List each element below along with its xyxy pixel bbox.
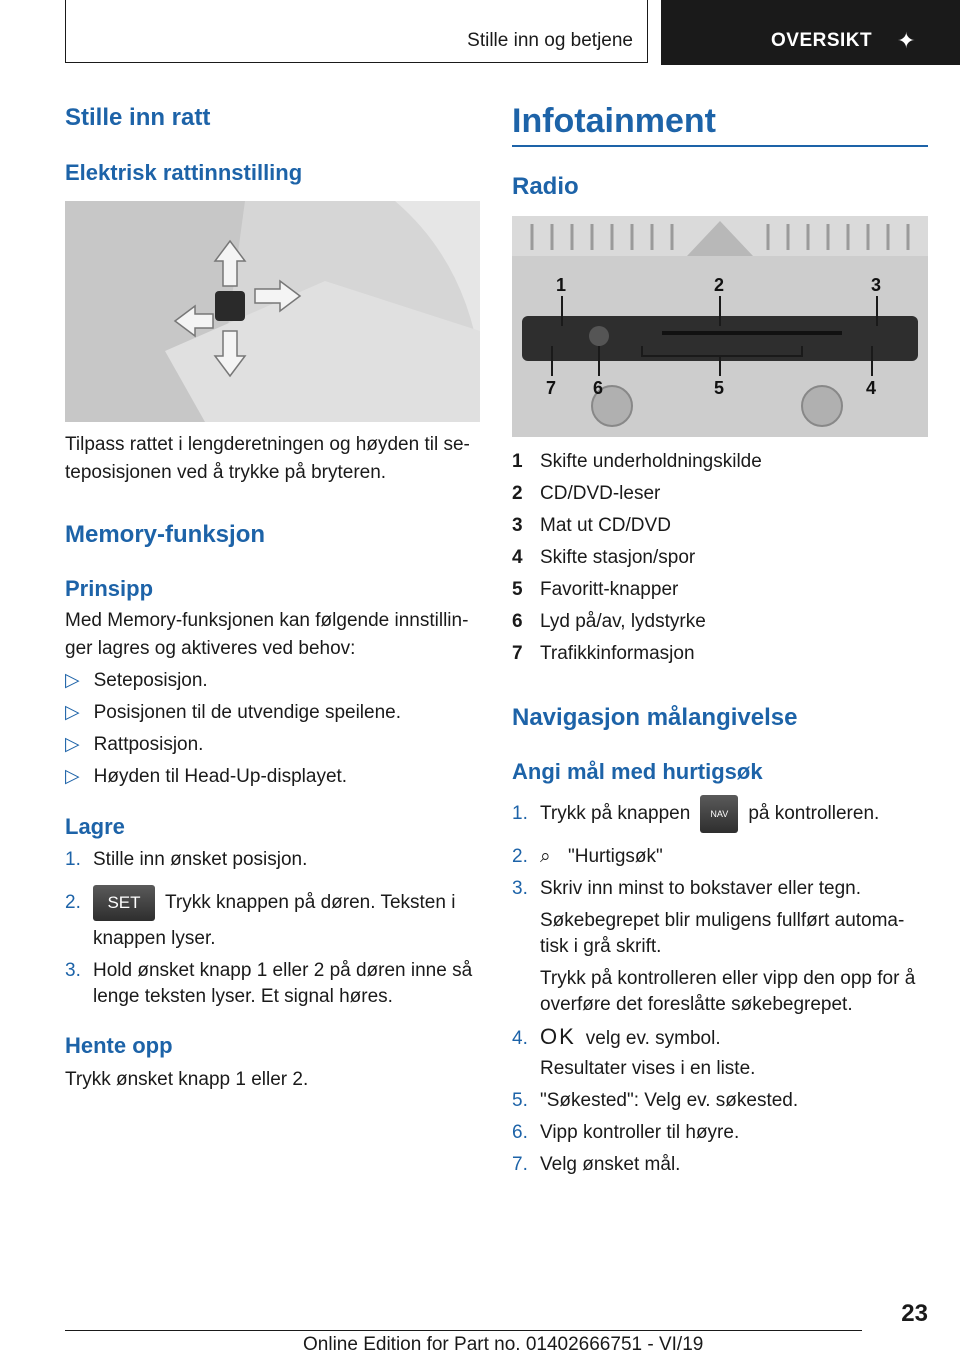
heading-navigasjon: Navigasjon målangivelse [512,704,798,731]
callout-label: 3 [871,275,882,295]
page-number: 23 [901,1300,928,1327]
radio-item: 6 Lyd på/av, lydstyrke [512,611,706,632]
steering-adjust-photo [65,201,480,422]
heading-stille-inn-ratt: Stille inn ratt [65,104,211,131]
header-section [65,0,648,63]
footer-rule [65,1330,862,1331]
nav-step: 1. Trykk på knappen NAV på kontrolleren. [512,794,879,834]
nav-step-3-p1a: Søkebegrepet blir muligens fullført automa- [540,910,905,931]
radio-item: 3 Mat ut CD/DVD [512,515,671,536]
nav-key-icon: NAV [700,795,738,833]
callout-label: 1 [556,275,567,295]
nav-step: 3. Skriv inn minst to bokstaver eller tegn. [512,878,862,899]
nav-step-4-p: Resultater vises i en liste. [540,1058,756,1079]
heading-hente: Hente opp [65,1033,173,1058]
callout-label: 4 [866,378,877,398]
radio-panel-photo [512,216,928,437]
nav-step-3-p2a: Trykk på kontrolleren eller vipp den opp for å [540,968,916,989]
search-icon: ⌕ [540,846,551,867]
lagre-step-3-cont: lenge teksten lyser. Et signal høres. [93,986,393,1007]
callout-label: 6 [593,378,604,398]
section-title: Stille inn og betjene [467,30,633,51]
heading-rule [512,145,928,147]
lagre-step: 3. Hold ønsket knapp 1 eller 2 på døren inne så [65,960,473,981]
ratt-text-1: Tilpass rattet i lengderetningen og høyden til se- [65,434,470,455]
lagre-step: 1. Stille inn ønsket posisjon. [65,849,308,870]
heading-infotainment: Infotainment [512,102,716,140]
callout-label: 7 [546,378,557,398]
hente-text: Trykk ønsket knapp 1 eller 2. [65,1069,309,1090]
bullet-item: ▷ Høyden til Head-Up-displayet. [65,766,348,787]
nav-step: 4. OK velg ev. symbol. [512,1024,721,1049]
heading-elektrisk: Elektrisk rattinnstilling [65,160,303,185]
bullet-item: ▷ Seteposisjon. [65,670,208,691]
chapter-title: OVERSIKT [771,30,873,51]
radio-item: 2 CD/DVD-leser [512,483,661,504]
nav-step: 2. ⌕ "Hurtigsøk" [512,843,663,871]
lagre-step: 2. SET Trykk knappen på døren. Teksten i [65,885,455,921]
nav-step: 5. "Søkested": Velg ev. søkested. [512,1090,799,1111]
radio-item: 4 Skifte stasjon/spor [512,547,696,568]
nav-step: 7. Velg ønsket mål. [512,1154,681,1175]
header-chapter [661,0,960,65]
heading-prinsipp: Prinsipp [65,576,154,601]
footer-edition: Online Edition for Part no. 01402666751 - VI/19 [303,1334,704,1355]
lagre-step-2-cont: knappen lyser. [93,928,216,949]
ok-icon: OK [540,1024,576,1049]
radio-item: 7 Trafikkinformasjon [512,643,695,664]
heading-memory: Memory-funksjon [65,521,266,548]
nav-step-3-p2b: overføre det foreslåtte søkebegrepet. [540,994,853,1015]
heading-lagre: Lagre [65,814,125,839]
callout-label: 5 [714,378,725,398]
heading-angi-mal: Angi mål med hurtigsøk [512,759,763,784]
radio-item: 5 Favoritt-knapper [512,579,679,600]
heading-radio: Radio [512,173,579,200]
bullet-item: ▷ Posisjonen til de utvendige speilene. [65,702,402,723]
prinsipp-text-1: Med Memory-funksjonen kan følgende innstillin- [65,610,469,631]
bullet-item: ▷ Rattposisjon. [65,734,204,755]
nav-step: 6. Vipp kontroller til høyre. [512,1122,740,1143]
nav-step-3-p1b: tisk i grå skrift. [540,936,662,957]
radio-item: 1 Skifte underholdningskilde [512,451,762,472]
pin-icon: ✦ [897,28,916,53]
callout-label: 2 [714,275,725,295]
set-key-icon: SET [93,885,155,921]
prinsipp-text-2: ger lagres og aktiveres ved behov: [65,638,356,659]
ratt-text-2: teposisjonen ved å trykke på bryteren. [65,462,387,483]
